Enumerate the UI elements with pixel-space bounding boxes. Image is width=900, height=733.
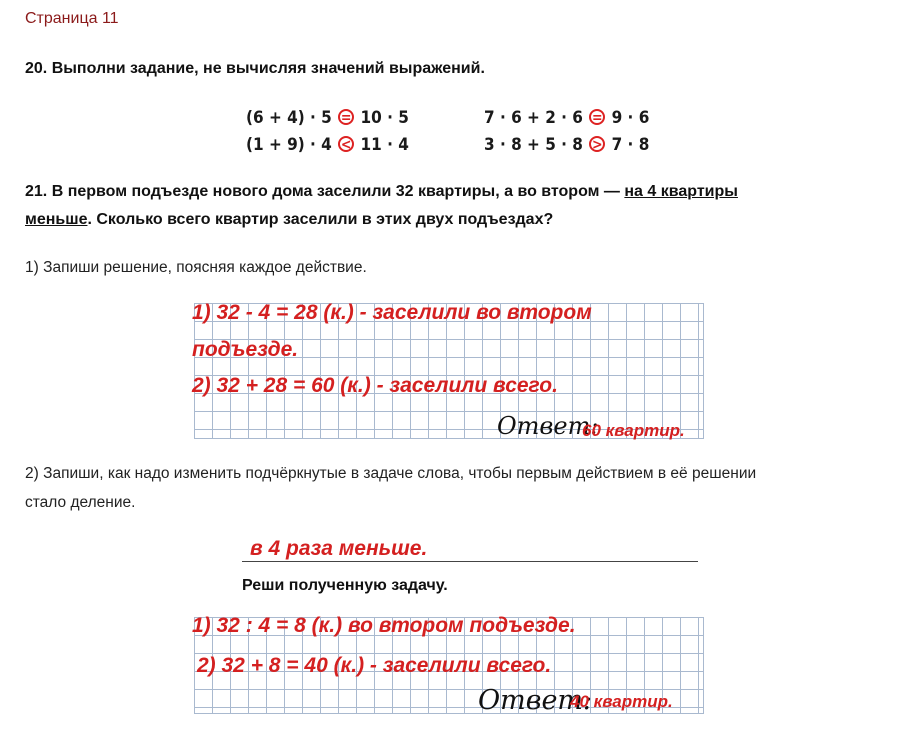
- task-21-heading-line-1: [25, 183, 738, 201]
- comparison-sign: >: [589, 136, 605, 152]
- answer-2-line-1: 1) 32 : 4 = 8 (к.) во втором подъезде.: [192, 614, 576, 637]
- expression-right-part: 10 · 5: [360, 108, 409, 128]
- underlined-phrase: на 4 квартиры: [624, 183, 738, 200]
- expression-left-part: (6 + 4) · 5: [246, 108, 332, 128]
- expression-right-part: 9 · 6: [611, 108, 650, 128]
- part-2-instruction-line-2: стало деление.: [25, 494, 136, 511]
- part-2-instruction-line-1: 2) Запиши, как надо изменить подчёркнутые в задаче слова, чтобы первым действием в её решении: [25, 465, 757, 482]
- task-21-heading-line-2: [25, 211, 553, 229]
- expression-left-part: 3 · 8 + 5 · 8: [484, 135, 583, 155]
- answer-2-line-2: 2) 32 + 8 = 40 (к.) - заселили всего.: [197, 654, 552, 677]
- comparison-sign: <: [338, 136, 354, 152]
- otvet-label-2: Ответ:: [478, 685, 593, 716]
- expression-right-part: 7 · 8: [611, 135, 650, 155]
- task-20-heading: 20. Выполни задание, не вычисляя значений выражений.: [25, 60, 485, 77]
- answer-1-line-2: подъезде.: [192, 338, 299, 361]
- expression-row-1-left: [246, 108, 409, 128]
- expression-left-part: (1 + 9) · 4: [246, 135, 332, 155]
- expression-row-1-right: [484, 108, 649, 128]
- otvet-value-2: 40 квартир.: [570, 692, 673, 711]
- answer-underline: [242, 561, 698, 562]
- underlined-phrase: меньше: [25, 211, 88, 228]
- expression-row-2-left: [246, 135, 409, 155]
- comparison-sign: =: [589, 109, 605, 125]
- page-title: Страница 11: [25, 10, 119, 27]
- task-21-text: 21. В первом подъезде нового дома заселили 32 квартиры, а во втором —: [25, 183, 625, 200]
- expression-right-part: 11 · 4: [360, 135, 409, 155]
- otvet-label-1: Ответ:: [497, 412, 599, 440]
- expression-row-2-right: [484, 135, 649, 155]
- part-1-instruction: 1) Запиши решение, поясняя каждое действие.: [25, 259, 367, 276]
- expression-left-part: 7 · 6 + 2 · 6: [484, 108, 583, 128]
- otvet-value-1: 60 квартир.: [582, 421, 685, 440]
- answer-1-line-3: 2) 32 + 28 = 60 (к.) - заселили всего.: [192, 374, 558, 397]
- changed-phrase: в 4 раза меньше.: [250, 537, 428, 560]
- task-21-question: . Сколько всего квартир заселили в этих двух подъездах?: [87, 211, 554, 228]
- answer-1-line-1: 1) 32 - 4 = 28 (к.) - заселили во втором: [192, 301, 592, 324]
- solve-instruction: Реши полученную задачу.: [242, 577, 448, 594]
- comparison-sign: =: [338, 109, 354, 125]
